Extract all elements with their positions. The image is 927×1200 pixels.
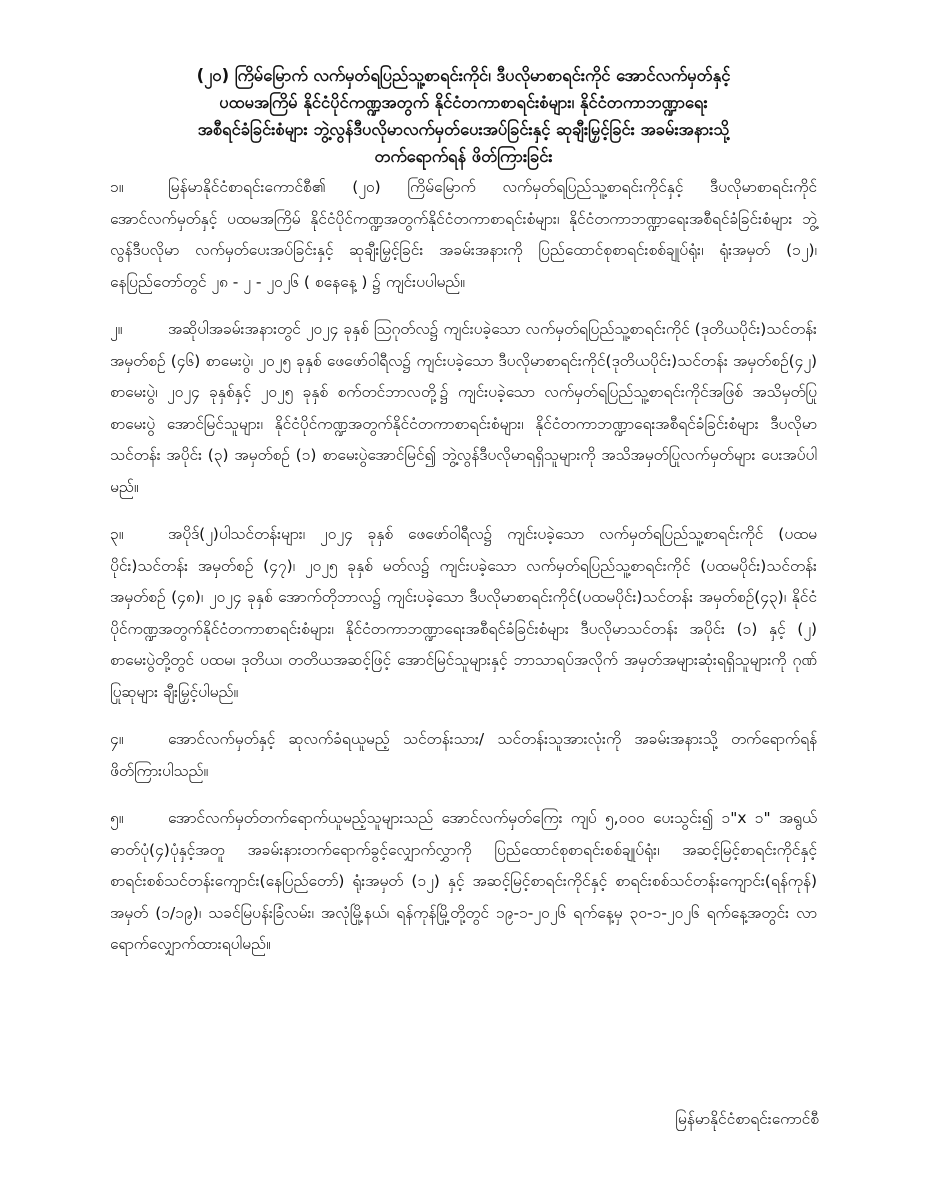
paragraph-text: မြန်မာနိုင်ငံစာရင်းကောင်စီ၏ (၂၀) ကြိမ်မြောက် လက်မှတ်ရပြည်သူ့စာရင်းကိုင်နှင့် ဒီပလိုမာစာရင်းကိုင်အောင်လက်မှတ်နှင့် ပထမအကြိမ် နိုင်ငံပိုင်ကဏ္ဍအတွက်နိုင်ငံတကာစာရင်းစံများ၊ နိုင်ငံတကာဘဏ္ဍာရေးအစီရင်ခံခြင်းစံများ ဘွဲ့လွန်ဒီပလိုမာ လက်မှတ်ပေးအပ်ခြင်းနှင့် ဆုချီးမြှင့်ခြင်း အခမ်းအနားကို ပြည်ထောင်စုစာရင်းစစ်ချုပ်ရုံး၊ ရုံးအမှတ် (၁၂)၊ နေပြည်တော်တွင် ၂၈ - ၂ - ၂၀၂၆ ( စနေနေ့ ) ၌ ကျင်းပပါမည်။	[110, 178, 817, 291]
paragraph-3	[110, 519, 817, 708]
paragraph-1	[110, 172, 817, 298]
paragraph-4	[110, 724, 817, 787]
paragraph-number: ၃။	[110, 525, 124, 543]
paragraph-number: ၅။	[110, 809, 124, 827]
title-line-4: တက်ရောက်ရန် ဖိတ်ကြားခြင်း	[374, 147, 553, 166]
paragraph-text: အဆိုပါအခမ်းအနားတွင် ၂၀၂၄ ခုနှစ် ဩဂုတ်လ၌ ကျင်းပခဲ့သော လက်မှတ်ရပြည်သူ့စာရင်းကိုင် (ဒုတိယပိုင်း)သင်တန်း အမှတ်စဉ် (၄၆) စာမေးပွဲ၊ ၂၀၂၅ ခုနှစ် ဖေဖော်ဝါရီလ၌ ကျင်းပခဲ့သော ဒီပလိုမာစာရင်းကိုင်(ဒုတိယပိုင်း)သင်တန်း အမှတ်စဉ်(၄၂) စာမေးပွဲ၊ ၂၀၂၄ ခုနှစ်နှင့် ၂၀၂၅ ခုနှစ် စက်တင်ဘာလတို့၌ ကျင်းပခဲ့သော လက်မှတ်ရပြည်သူ့စာရင်းကိုင်အဖြစ် အသိမှတ်ပြုစာမေးပွဲ အောင်မြင်သူများ၊ နိုင်ငံပိုင်ကဏ္ဍအတွက်နိုင်ငံတကာစာရင်းစံများ၊ နိုင်ငံတကာဘဏ္ဍာရေးအစီရင်ခံခြင်းစံများ ဒီပလိုမာသင်တန်း အပိုင်း (၃) အမှတ်စဉ် (၁) စာမေးပွဲအောင်မြင်၍ ဘွဲ့လွန်ဒီပလိုမာရရှိသူများကို အသိအမှတ်ပြုလက်မှတ်များ ပေးအပ်ပါမည်။	[110, 320, 817, 496]
paragraph-5	[110, 803, 817, 961]
paragraph-text: အပိုဒ်(၂)ပါသင်တန်းများ၊ ၂၀၂၄ ခုနှစ် ဖေဖော်ဝါရီလ၌ ကျင်းပခဲ့သော လက်မှတ်ရပြည်သူ့စာရင်းကိုင် (ပထမပိုင်း)သင်တန်း အမှတ်စဉ် (၄၇)၊ ၂၀၂၅ ခုနှစ် မတ်လ၌ ကျင်းပခဲ့သော လက်မှတ်ရပြည်သူ့စာရင်းကိုင် (ပထမပိုင်း)သင်တန်း အမှတ်စဉ် (၄၈)၊ ၂၀၂၄ ခုနှစ် အောက်တိုဘာလ၌ ကျင်းပခဲ့သော ဒီပလိုမာစာရင်းကိုင်(ပထမပိုင်း)သင်တန်း အမှတ်စဉ်(၄၃)၊ နိုင်ငံပိုင်ကဏ္ဍအတွက်နိုင်ငံတကာစာရင်းစံများ၊ နိုင်ငံတကာဘဏ္ဍာရေးအစီရင်ခံခြင်းစံများ ဒီပလိုမာသင်တန်း အပိုင်း (၁) နှင့် (၂) စာမေးပွဲတို့တွင် ပထမ၊ ဒုတိယ၊ တတိယအဆင့်ဖြင့် အောင်မြင်သူများနှင့် ဘာသာရပ်အလိုက် အမှတ်အများဆုံးရရှိသူများကို ဂုဏ်ပြုဆုများ ချီးမြှင့်ပါမည်။	[110, 525, 817, 701]
title-line-1: (၂၀) ကြိမ်မြောက် လက်မှတ်ရပြည်သူ့စာရင်းကိုင်၊ ဒီပလိုမာစာရင်းကိုင် အောင်လက်မှတ်နှင့်	[196, 66, 731, 85]
document-title	[110, 62, 817, 170]
title-line-3: အစီရင်ခံခြင်းစံများ ဘွဲ့လွန်ဒီပလိုမာလက်မှတ်ပေးအပ်ခြင်းနှင့် ဆုချီးမြှင့်ခြင်း အခမ်းအနားသို့	[197, 120, 730, 139]
paragraph-2	[110, 314, 817, 503]
paragraph-number: ၁။	[110, 178, 124, 196]
paragraph-number: ၂။	[110, 320, 123, 338]
signature-council-name: မြန်မာနိုင်ငံစာရင်းကောင်စီ	[675, 1110, 819, 1128]
paragraph-number: ၄။	[110, 730, 124, 748]
title-line-2: ပထမအကြိမ် နိုင်ငံပိုင်ကဏ္ဍအတွက် နိုင်ငံတကာစာရင်းစံများ၊ နိုင်ငံတကာဘဏ္ဍာရေး	[219, 93, 708, 112]
paragraph-text: အောင်လက်မှတ်နှင့် ဆုလက်ခံရယူမည့် သင်တန်းသား/ သင်တန်းသူအားလုံးကို အခမ်းအနားသို့ တက်ရောက်ရန် ဖိတ်ကြားပါသည်။	[110, 730, 817, 780]
paragraph-text: အောင်လက်မှတ်တက်ရောက်ယူမည့်သူများသည် အောင်လက်မှတ်ကြေး ကျပ် ၅,၀၀၀ ပေးသွင်း၍ ၁"x ၁" အရွယ် ဓာတ်ပုံ(၄)ပုံနှင့်အတူ အခမ်းနားတက်ရောက်ခွင့်လျှောက်လွှာကို ပြည်ထောင်စုစာရင်းစစ်ချုပ်ရုံး၊ အဆင့်မြင့်စာရင်းကိုင်နှင့်စာရင်းစစ်သင်တန်းကျောင်း(နေပြည်တော်) ရုံးအမှတ် (၁၂) နှင့် အဆင့်မြင့်စာရင်းကိုင်နှင့် စာရင်းစစ်သင်တန်းကျောင်း(ရန်ကုန်) အမှတ် (၁/၁၉)၊ သခင်မြပန်းခြံလမ်း၊ အလုံမြို့နယ်၊ ရန်ကုန်မြို့တို့တွင် ၁၉-၁-၂၀၂၆ ရက်နေ့မှ ၃၀-၁-၂၀၂၆ ရက်နေ့အတွင်း လာရောက်လျှောက်ထားရပါမည်။	[110, 809, 817, 953]
